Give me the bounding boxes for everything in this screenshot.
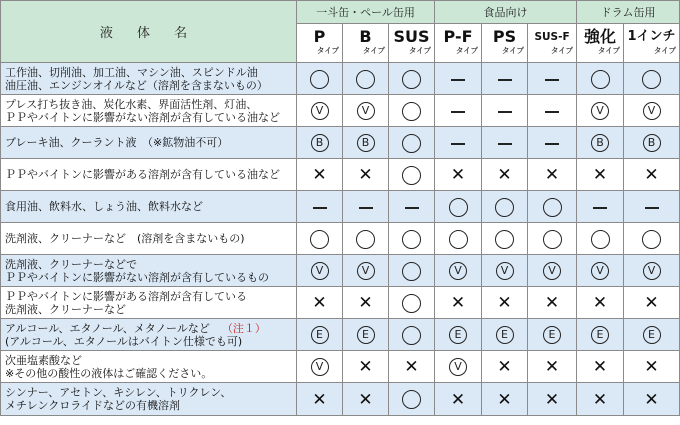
letter-mark-cell	[624, 127, 680, 159]
cross-mark-cell	[343, 287, 389, 319]
cross-mark-cell	[435, 287, 482, 319]
cross-mark-cell	[577, 383, 624, 416]
dash-icon	[645, 207, 659, 209]
type-suffix: タイプ	[501, 46, 525, 55]
dash-icon	[359, 207, 373, 209]
circled-v-icon: V	[591, 102, 609, 120]
dash-icon	[498, 79, 512, 81]
circle-mark-cell	[297, 223, 343, 255]
circled-v-icon: V	[591, 262, 609, 280]
type-code: 強化	[584, 27, 617, 46]
circled-v-icon: V	[449, 358, 467, 376]
type-code: 1インチ	[627, 29, 676, 44]
dash-icon	[593, 207, 607, 209]
circled-v-icon: V	[543, 262, 561, 280]
liquid-description	[1, 191, 297, 223]
circled-b-icon: B	[311, 134, 329, 152]
circled-v-icon: V	[311, 358, 329, 376]
table-row	[1, 159, 680, 191]
cross-mark-cell	[482, 351, 528, 383]
dash-mark-cell	[435, 127, 482, 159]
dash-mark-cell	[297, 191, 343, 223]
cross-mark-cell	[482, 383, 528, 416]
cross-icon: ✕	[544, 389, 560, 410]
liquid-description	[1, 223, 297, 255]
circle-icon	[402, 134, 421, 153]
cross-icon: ✕	[497, 165, 512, 185]
circle-icon	[402, 262, 421, 281]
liquid-description	[1, 63, 297, 95]
table-row	[1, 127, 680, 159]
circle-mark-cell	[389, 319, 435, 351]
letter-mark-cell	[435, 351, 482, 383]
cross-mark-cell	[297, 159, 343, 191]
liquid-line	[5, 136, 296, 149]
liquid-line	[5, 66, 296, 79]
cross-icon: ✕	[592, 357, 608, 377]
liquid-line	[5, 386, 296, 399]
circle-mark-cell	[624, 63, 680, 95]
liquid-description	[1, 95, 297, 127]
liquid-description	[1, 319, 297, 351]
type-code: SUS-F	[534, 31, 570, 43]
dash-mark-cell	[528, 95, 577, 127]
type-code: P-F	[443, 27, 473, 46]
liquid-line-text: ＰＰやバイトンに影響がある溶剤が含有している油など	[5, 168, 280, 181]
table-row	[1, 223, 680, 255]
letter-mark-cell	[297, 319, 343, 351]
type-header	[389, 24, 435, 63]
letter-mark-cell	[343, 319, 389, 351]
cross-mark-cell	[624, 287, 680, 319]
dash-mark-cell	[482, 63, 528, 95]
cross-mark-cell	[297, 287, 343, 319]
liquid-description	[1, 351, 297, 383]
cross-icon: ✕	[544, 165, 560, 185]
circle-icon	[402, 102, 421, 121]
liquid-description	[1, 383, 297, 416]
liquid-line	[5, 322, 296, 335]
letter-mark-cell	[435, 255, 482, 287]
dash-icon	[451, 111, 465, 113]
dash-icon	[313, 207, 327, 209]
type-suffix: タイプ	[455, 46, 479, 55]
type-header	[343, 24, 389, 63]
type-header	[528, 24, 577, 63]
cross-mark-cell	[343, 159, 389, 191]
cross-mark-cell	[389, 351, 435, 383]
circle-mark-cell	[297, 63, 343, 95]
letter-mark-cell	[343, 127, 389, 159]
dash-icon	[498, 143, 512, 145]
table-row	[1, 191, 680, 223]
liquid-description	[1, 255, 297, 287]
circled-v-icon: V	[496, 262, 514, 280]
circle-icon	[642, 230, 661, 249]
liquid-line-text: ＰＰやバイトンに影響がある溶剤が含有している	[5, 289, 247, 303]
letter-mark-cell	[482, 319, 528, 351]
liquid-line-text: ブレーキ油、クーラント液 （※鉱物油不可）	[5, 136, 229, 149]
circled-b-icon: B	[591, 134, 609, 152]
dash-mark-cell	[343, 191, 389, 223]
liquid-line	[5, 111, 296, 124]
cross-icon: ✕	[450, 389, 466, 410]
circled-e-icon: E	[591, 326, 609, 344]
cross-mark-cell	[482, 287, 528, 319]
dash-icon	[498, 111, 512, 113]
cross-icon: ✕	[497, 293, 512, 313]
liquid-line	[5, 399, 296, 412]
group-header-food: 食品向け	[435, 1, 577, 24]
type-header	[297, 24, 343, 63]
cross-icon: ✕	[592, 165, 608, 185]
letter-mark-cell	[624, 95, 680, 127]
circled-e-icon: E	[357, 326, 375, 344]
type-suffix: タイプ	[316, 46, 339, 55]
cross-icon: ✕	[312, 293, 327, 313]
cross-mark-cell	[528, 159, 577, 191]
letter-mark-cell	[343, 255, 389, 287]
circled-v-icon: V	[449, 262, 467, 280]
circle-mark-cell	[482, 223, 528, 255]
type-suffix: タイプ	[653, 46, 677, 55]
circle-mark-cell	[624, 223, 680, 255]
table-row	[1, 383, 680, 416]
liquid-line	[5, 232, 296, 245]
cross-icon: ✕	[404, 357, 419, 377]
circle-mark-cell	[389, 287, 435, 319]
type-header	[577, 24, 624, 63]
liquid-line	[5, 290, 296, 303]
cross-mark-cell	[343, 351, 389, 383]
dash-icon	[545, 111, 559, 113]
cross-icon: ✕	[497, 389, 512, 410]
liquid-line-text: ＰＰやバイトンに影響がない溶剤が含有しているもの	[5, 270, 269, 284]
circle-icon	[543, 198, 562, 217]
table-row	[1, 351, 680, 383]
liquid-line	[5, 168, 296, 181]
circle-mark-cell	[435, 191, 482, 223]
liquid-line-text: プレス打ち抜き油、炭化水素、界面活性剤、灯油、	[5, 97, 258, 111]
table-row	[1, 255, 680, 287]
letter-mark-cell	[528, 255, 577, 287]
cross-icon: ✕	[450, 293, 466, 313]
circled-e-icon: E	[543, 326, 561, 344]
cross-icon: ✕	[544, 357, 560, 377]
dash-mark-cell	[389, 191, 435, 223]
liquid-line	[5, 258, 296, 271]
type-suffix: タイプ	[597, 46, 621, 55]
cross-icon: ✕	[544, 293, 560, 313]
dash-mark-cell	[624, 191, 680, 223]
liquid-line-text: 洗剤液、クリーナーなど	[5, 302, 126, 316]
dash-mark-cell	[435, 95, 482, 127]
liquid-line-text: ※その他の酸性の液体はご確認ください。	[5, 366, 213, 380]
dash-icon	[451, 79, 465, 81]
liquid-line-text: シンナー、アセトン、キシレン、トリクレン、	[5, 386, 232, 399]
circle-icon	[310, 70, 329, 89]
liquid-line-text: 洗剤液、クリーナーなど (溶剤を含まないもの)	[5, 232, 245, 245]
cross-icon: ✕	[358, 389, 373, 410]
group-header-drum: ドラム缶用	[577, 1, 680, 24]
circled-v-icon: V	[357, 102, 375, 120]
circle-icon	[402, 166, 421, 185]
type-header	[482, 24, 528, 63]
type-code: P	[313, 27, 326, 46]
liquid-description	[1, 127, 297, 159]
letter-mark-cell	[343, 95, 389, 127]
cross-icon: ✕	[644, 165, 659, 185]
circled-e-icon: E	[643, 326, 661, 344]
cross-icon: ✕	[312, 389, 327, 410]
circle-icon	[402, 326, 421, 345]
cross-mark-cell	[624, 383, 680, 416]
liquid-name-header: 液 体 名	[1, 1, 297, 63]
cross-mark-cell	[624, 159, 680, 191]
liquid-line-text: メチレンクロライドなどの有機溶剤	[5, 399, 180, 412]
circled-e-icon: E	[311, 326, 329, 344]
circle-mark-cell	[343, 63, 389, 95]
circle-mark-cell	[482, 191, 528, 223]
circle-icon	[449, 230, 468, 249]
type-code: B	[359, 27, 372, 46]
circle-icon	[591, 70, 610, 89]
circle-mark-cell	[577, 223, 624, 255]
circle-mark-cell	[577, 63, 624, 95]
circled-v-icon: V	[357, 262, 375, 280]
dash-icon	[405, 207, 419, 209]
table-row	[1, 63, 680, 95]
letter-mark-cell	[528, 319, 577, 351]
cross-icon: ✕	[450, 165, 466, 185]
cross-mark-cell	[297, 383, 343, 416]
liquid-line	[5, 200, 296, 213]
liquid-line	[5, 367, 296, 380]
circle-mark-cell	[343, 223, 389, 255]
liquid-description	[1, 159, 297, 191]
dash-mark-cell	[482, 95, 528, 127]
type-suffix: タイプ	[362, 46, 385, 55]
cross-mark-cell	[435, 383, 482, 416]
letter-mark-cell	[297, 255, 343, 287]
circle-mark-cell	[435, 223, 482, 255]
type-suffix: タイプ	[550, 46, 574, 55]
circle-icon	[495, 198, 514, 217]
liquid-line	[5, 98, 296, 111]
letter-mark-cell	[482, 255, 528, 287]
circle-icon	[402, 70, 421, 89]
circle-mark-cell	[528, 223, 577, 255]
table-row	[1, 95, 680, 127]
circle-mark-cell	[389, 95, 435, 127]
dash-mark-cell	[482, 127, 528, 159]
letter-mark-cell	[297, 95, 343, 127]
liquid-line	[5, 303, 296, 316]
dash-mark-cell	[528, 127, 577, 159]
liquid-line-text: 油圧油、エンジンオイルなど（溶剤を含まないもの）	[5, 78, 268, 92]
group-header-can: 一斗缶・ペール缶用	[297, 1, 435, 24]
cross-mark-cell	[624, 351, 680, 383]
cross-icon: ✕	[358, 357, 373, 377]
circled-b-icon: B	[643, 134, 661, 152]
liquid-line-text: ＰＰやバイトンに影響がない溶剤が含有している油など	[5, 110, 280, 124]
cross-mark-cell	[343, 383, 389, 416]
table-row	[1, 319, 680, 351]
table-row	[1, 287, 680, 319]
cross-mark-cell	[577, 287, 624, 319]
circle-icon	[310, 230, 329, 249]
circle-icon	[402, 390, 421, 409]
dash-mark-cell	[435, 63, 482, 95]
circled-e-icon: E	[496, 326, 514, 344]
dash-mark-cell	[577, 191, 624, 223]
letter-mark-cell	[577, 95, 624, 127]
circled-v-icon: V	[311, 102, 329, 120]
cross-icon: ✕	[358, 165, 373, 185]
circle-icon	[449, 198, 468, 217]
circle-icon	[402, 294, 421, 313]
liquid-line-text: 工作油、切削油、加工油、マシン油、スピンドル油	[5, 65, 258, 79]
circled-v-icon: V	[643, 102, 661, 120]
liquid-line	[5, 354, 296, 367]
type-suffix: タイプ	[408, 46, 432, 55]
cross-icon: ✕	[644, 293, 659, 313]
circle-icon	[543, 230, 562, 249]
liquid-line-text: 食用油、飲料水、しょう油、飲料水など	[5, 200, 203, 213]
dash-icon	[545, 79, 559, 81]
dash-icon	[451, 143, 465, 145]
cross-icon: ✕	[497, 357, 512, 377]
cross-icon: ✕	[592, 293, 608, 313]
circled-b-icon: B	[357, 134, 375, 152]
circled-v-icon: V	[643, 262, 661, 280]
circle-mark-cell	[389, 383, 435, 416]
cross-icon: ✕	[312, 165, 327, 185]
circle-mark-cell	[389, 127, 435, 159]
dash-icon	[545, 143, 559, 145]
cross-mark-cell	[528, 287, 577, 319]
circle-mark-cell	[389, 255, 435, 287]
dash-mark-cell	[528, 63, 577, 95]
liquid-line	[5, 335, 296, 348]
type-code: PS	[492, 27, 517, 46]
cross-icon: ✕	[592, 389, 608, 410]
circle-mark-cell	[389, 63, 435, 95]
circle-mark-cell	[389, 159, 435, 191]
type-header	[435, 24, 482, 63]
liquid-description	[1, 287, 297, 319]
circle-icon	[495, 230, 514, 249]
letter-mark-cell	[624, 319, 680, 351]
circle-icon	[356, 230, 375, 249]
liquid-line-text: (アルコール、エタノールはバイトン仕様でも可)	[5, 334, 243, 348]
cross-mark-cell	[528, 383, 577, 416]
liquid-line-text: 洗剤液、クリーナーなどで	[5, 257, 137, 271]
type-code: SUS	[393, 27, 430, 46]
letter-mark-cell	[577, 319, 624, 351]
letter-mark-cell	[624, 255, 680, 287]
circle-icon	[356, 70, 375, 89]
liquid-line-text: アルコール、エタノール、メタノールなど	[5, 321, 210, 335]
liquid-line	[5, 271, 296, 284]
circled-v-icon: V	[311, 262, 329, 280]
cross-icon: ✕	[644, 389, 659, 410]
cross-mark-cell	[528, 351, 577, 383]
circled-e-icon: E	[449, 326, 467, 344]
letter-mark-cell	[577, 255, 624, 287]
circle-mark-cell	[389, 223, 435, 255]
circle-icon	[642, 70, 661, 89]
cross-icon: ✕	[358, 293, 373, 313]
cross-mark-cell	[577, 159, 624, 191]
type-header	[624, 24, 680, 63]
letter-mark-cell	[577, 127, 624, 159]
circle-icon	[402, 230, 421, 249]
letter-mark-cell	[435, 319, 482, 351]
circle-icon	[591, 230, 610, 249]
letter-mark-cell	[297, 351, 343, 383]
cross-mark-cell	[577, 351, 624, 383]
liquid-line-text: 次亜塩素酸など	[5, 353, 82, 367]
cross-mark-cell	[435, 159, 482, 191]
letter-mark-cell	[297, 127, 343, 159]
cross-mark-cell	[482, 159, 528, 191]
cross-icon: ✕	[644, 357, 659, 377]
note-marker: （注１）	[221, 321, 266, 335]
liquid-line	[5, 79, 296, 92]
circle-mark-cell	[528, 191, 577, 223]
